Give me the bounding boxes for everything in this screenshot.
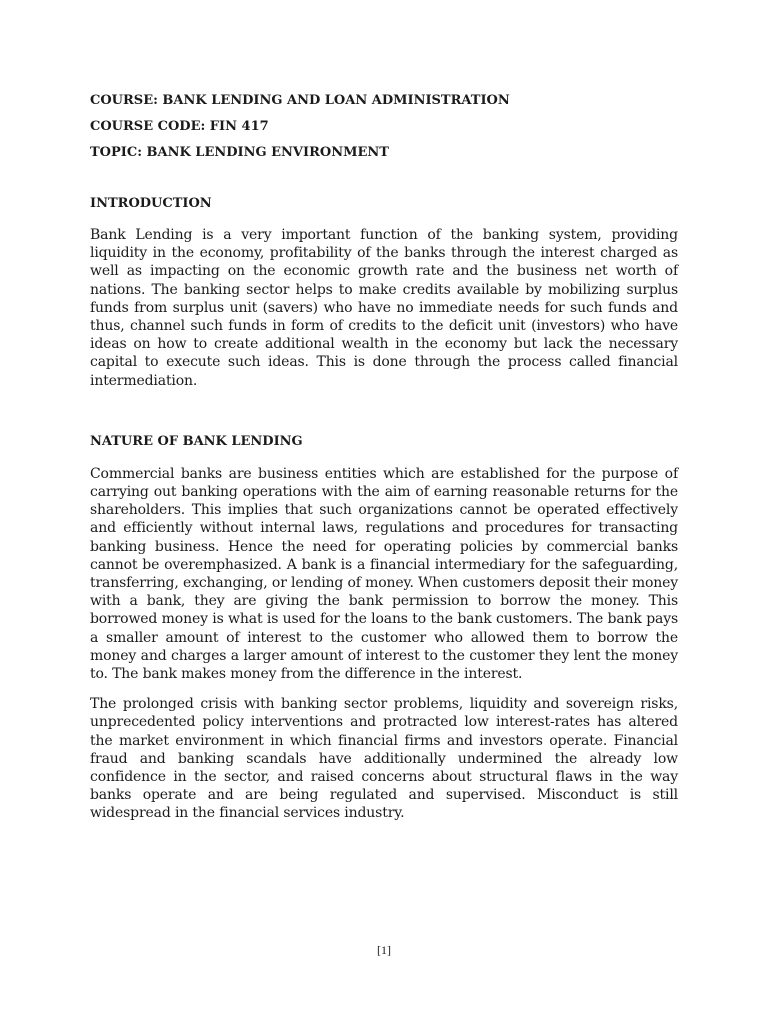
introduction-heading: INTRODUCTION (90, 196, 212, 211)
introduction-paragraph: Bank Lending is a very important function of the banking system, providing liquidity in the economy, profitability of the banks through the interest charged as well as impacting on the economic growth rate and the business net worth of nations. The banking sector helps to make credits available by mobilizing surplus funds from surplus unit (savers) who have no immediate needs for such funds and thus, channel such funds in form of credits to the deficit unit (investors) who have ideas on how to create additional wealth in the economy but lack the necessary capital to execute such ideas. This is done through the process called financial intermediation. (90, 227, 678, 389)
document-page (90, 92, 678, 823)
nature-paragraph-2: The prolonged crisis with banking sector problems, liquidity and sovereign risks, unprecedented policy interventions and protracted low interest-rates has altered the market environment in which financial firms and investors operate. Financial fraud and banking scandals have additionally undermined the already low confidence in the sector, and raised concerns about structural flaws in the way banks operate and are being regulated and supervised. Misconduct is still widespread in the financial services industry. (90, 696, 678, 822)
nature-paragraph-1: Commercial banks are business entities which are established for the purpose of carrying out banking operations with the aim of earning reasonable returns for the shareholders. This implies that such organizations cannot be operated effectively and efficiently without internal laws, regulations and procedures for transacting banking business. Hence the need for operating policies by commercial banks cannot be overemphasized. A bank is a financial intermediary for the safeguarding, transferring, exchanging, or lending of money. When customers deposit their money with a bank, they are giving the bank permission to borrow the money. This borrowed money is what is used for the loans to the bank customers. The bank pays a smaller amount of interest to the customer who allowed them to borrow the money and charges a larger amount of interest to the customer they lent the money to. The bank makes money from the difference in the interest. (90, 465, 678, 683)
nature-heading: NATURE OF BANK LENDING (90, 433, 303, 449)
topic-title: TOPIC: BANK LENDING ENVIRONMENT (90, 145, 389, 160)
course-code: COURSE CODE: FIN 417 (90, 119, 269, 134)
course-title: COURSE: BANK LENDING AND LOAN ADMINISTRATION (90, 93, 510, 108)
page-number: [1] (377, 943, 391, 957)
